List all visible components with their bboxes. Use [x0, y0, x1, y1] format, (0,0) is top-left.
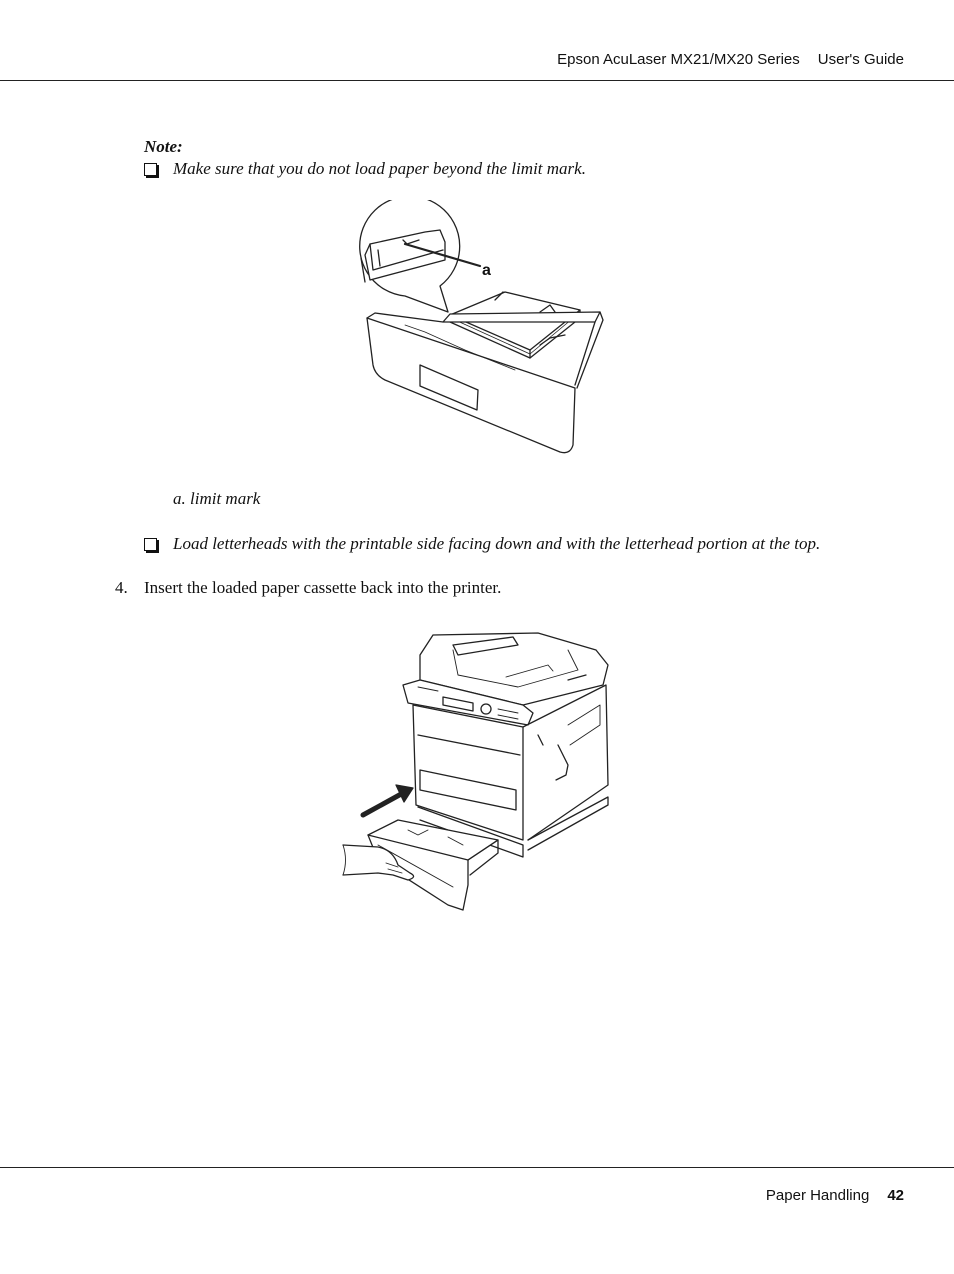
- limit-mark-label: a: [482, 262, 491, 279]
- insert-cassette-illustration: [338, 625, 618, 915]
- bullet-square-icon: [144, 538, 157, 551]
- step-4: [115, 578, 501, 598]
- header-guide: User's Guide: [817, 51, 904, 68]
- footer-section: Paper Handling: [765, 1187, 870, 1204]
- running-footer: [766, 1187, 904, 1204]
- cassette-limit-mark-illustration: [345, 200, 605, 460]
- note-bullet-letterhead-text: Load letterheads with the printable side facing down and with the letterhead portion at the top.: [173, 534, 821, 553]
- step-number: 4.: [115, 578, 128, 597]
- footer-rule: [0, 1167, 954, 1168]
- figure-caption: a. limit mark: [173, 489, 261, 508]
- step-text: Insert the loaded paper cassette back into the printer.: [144, 578, 502, 597]
- note-title: Note:: [144, 137, 183, 156]
- running-header: [557, 51, 904, 68]
- header-product: Epson AcuLaser MX21/MX20 Series: [557, 51, 800, 68]
- header-rule: [0, 80, 954, 81]
- page-number: 42: [887, 1187, 904, 1204]
- bullet-square-icon: [144, 163, 157, 176]
- note-bullet-limit-text: Make sure that you do not load paper beyond the limit mark.: [173, 159, 586, 178]
